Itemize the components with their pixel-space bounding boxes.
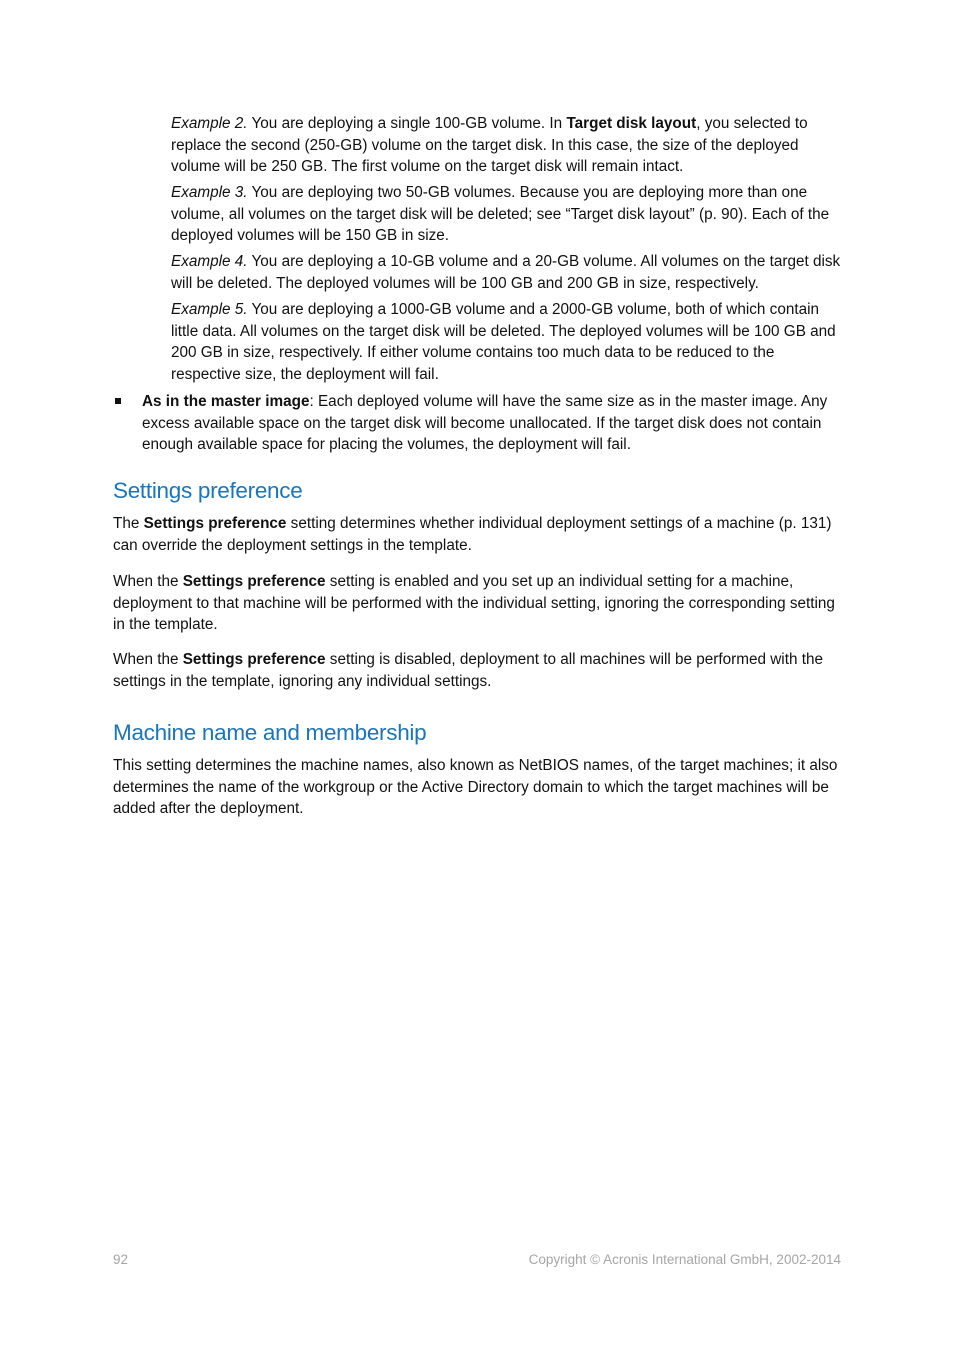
- settings-preference-term: Settings preference: [182, 651, 326, 668]
- bullet-description: : Each deployed volume will have the same size as in the master image. Any excess available space on the target disk will become unallocated. If the target disk does not contain enough available space for placing the volumes, the deployment will fail.: [142, 393, 828, 453]
- example-5-text: You are deploying a 1000-GB volume and a 2000-GB volume, both of which contain little data. All volumes on the target disk will be deleted. The deployed volumes will be 100 GB and 200 GB in size, respectively. If either volume contains too much data to be reduced to the respective size, the deployment will fail.: [171, 301, 836, 383]
- example-3-paragraph: [171, 182, 843, 247]
- copyright-notice: Copyright © Acronis International GmbH, 2002-2014: [528, 1252, 841, 1267]
- machine-name-heading: Machine name and membership: [113, 720, 427, 745]
- target-disk-layout-term: Target disk layout: [566, 115, 697, 132]
- settings-preference-term: Settings preference: [143, 515, 287, 532]
- example-3-text: You are deploying two 50-GB volumes. Because you are deploying more than one volume, all volumes on the target disk will be deleted; see “Target disk layout” (p. 90). Each of the deployed volumes will be 150 GB in size.: [171, 184, 830, 244]
- settings-preference-term: Settings preference: [182, 573, 326, 590]
- example-3-label: Example 3.: [171, 184, 248, 201]
- settings-preference-paragraph-1: [113, 513, 843, 556]
- example-4-text: You are deploying a 10-GB volume and a 20-GB volume. All volumes on the target disk will be deleted. The deployed volumes will be 100 GB and 200 GB in size, respectively.: [171, 253, 841, 292]
- text-fragment: When the: [113, 573, 183, 590]
- text-fragment: setting determines whether individual deployment settings of a machine (p. 131) can override the deployment settings in the template.: [113, 515, 832, 554]
- example-2-paragraph: [171, 113, 843, 178]
- example-4-paragraph: [171, 251, 843, 294]
- bullet-text: [142, 391, 843, 456]
- example-2-text-after: , you selected to replace the second (250-GB) volume on the target disk. In this case, the size of the deployed volume will be 250 GB. The first volume on the target disk will remain intact.: [171, 115, 808, 175]
- page-number: 92: [113, 1252, 129, 1267]
- example-2-label: Example 2.: [171, 115, 248, 132]
- text-fragment: The: [113, 515, 144, 532]
- square-bullet-icon: [115, 398, 121, 404]
- example-5-paragraph: [171, 299, 843, 385]
- settings-preference-paragraph-2: [113, 571, 843, 636]
- text-fragment: When the: [113, 651, 183, 668]
- settings-preference-heading: Settings preference: [113, 478, 303, 503]
- text-fragment: setting is enabled and you set up an individual setting for a machine, deployment to that machine will be performed with the individual setting, ignoring the corresponding setting in the template.: [113, 573, 835, 633]
- example-4-label: Example 4.: [171, 253, 248, 270]
- machine-name-paragraph: This setting determines the machine names, also known as NetBIOS names, of the target machines; it also determines the name of the workgroup or the Active Directory domain to which the target machines will be added after the deployment.: [113, 757, 838, 817]
- settings-preference-paragraph-3: [113, 649, 843, 692]
- example-5-label: Example 5.: [171, 301, 248, 318]
- example-2-text-before: You are deploying a single 100-GB volume. In: [247, 115, 567, 132]
- as-in-master-image-term: As in the master image: [142, 393, 310, 410]
- text-fragment: setting is disabled, deployment to all machines will be performed with the settings in the template, ignoring any individual settings.: [113, 651, 823, 690]
